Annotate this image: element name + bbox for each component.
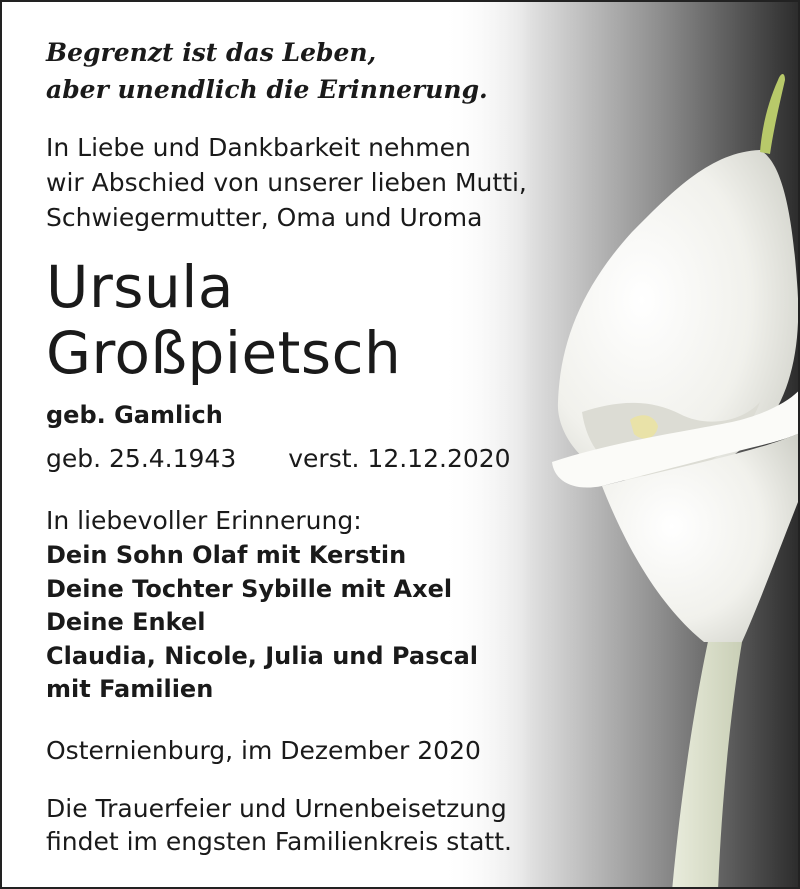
- first-name: Ursula: [46, 253, 234, 321]
- intro-line-3: Schwiegermutter, Oma und Uroma: [46, 203, 483, 232]
- mourners-list: [46, 539, 478, 707]
- mourner-line: Deine Enkel: [46, 608, 206, 636]
- service-note: [46, 792, 512, 858]
- motto-line-2: aber unendlich die Erinnerung.: [46, 75, 488, 104]
- remembrance-label: In liebevoller Erinnerung:: [46, 506, 362, 535]
- service-line-1: Die Trauerfeier und Urnenbeisetzung: [46, 794, 507, 823]
- mourner-line: Deine Tochter Sybille mit Axel: [46, 574, 453, 603]
- motto-line-1: Begrenzt ist das Leben,: [46, 38, 377, 67]
- death-date: verst. 12.12.2020: [288, 444, 511, 473]
- motto: [46, 34, 488, 108]
- deceased-name: [46, 254, 401, 386]
- service-line-2: findet im engsten Familienkreis statt.: [46, 827, 512, 856]
- mourner-line: mit Familien: [46, 675, 214, 703]
- intro-line-1: In Liebe und Dankbarkeit nehmen: [46, 133, 471, 162]
- birth-date: geb. 25.4.1943: [46, 444, 237, 473]
- intro-text: [46, 130, 527, 235]
- intro-line-2: wir Abschied von unserer lieben Mutti,: [46, 168, 527, 197]
- mourner-line: Claudia, Nicole, Julia und Pascal: [46, 641, 478, 670]
- life-dates: [46, 442, 511, 476]
- birth-name: geb. Gamlich: [46, 401, 223, 429]
- mourner-line: Dein Sohn Olaf mit Kerstin: [46, 541, 407, 569]
- last-name: Großpietsch: [46, 319, 402, 387]
- place-date: Osternienburg, im Dezember 2020: [46, 736, 481, 765]
